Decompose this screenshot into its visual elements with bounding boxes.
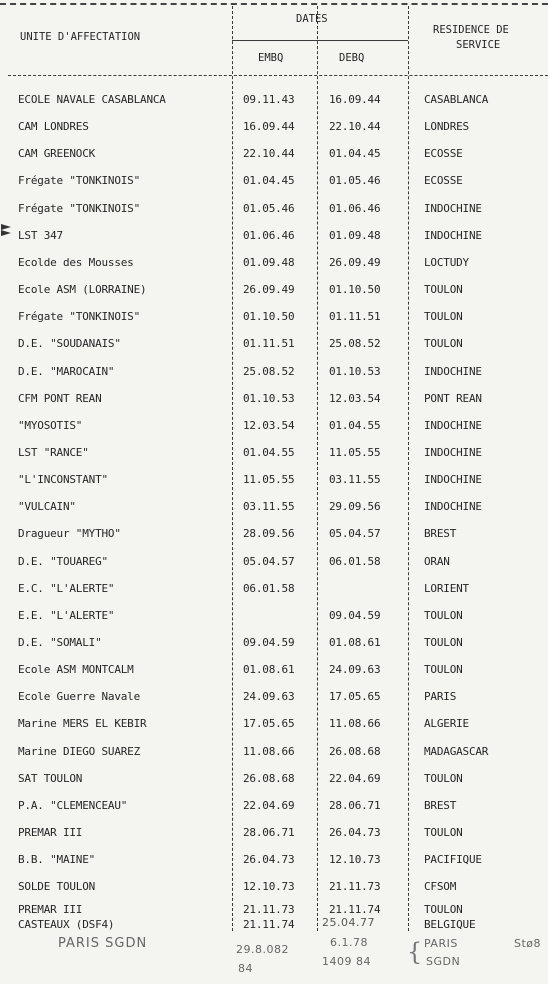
row-embq: 09.11.43 xyxy=(243,93,295,106)
row-residence: CASABLANCA xyxy=(424,93,489,106)
header-bottom-line xyxy=(8,75,548,76)
row-embq: 28.06.71 xyxy=(243,826,295,839)
header-unit: UNITE D'AFFECTATION xyxy=(20,31,141,43)
row-embq: 03.11.55 xyxy=(243,500,295,513)
last-embq-line2: 21.11.74 xyxy=(243,918,295,931)
row-unit: Ecole Guerre Navale xyxy=(18,690,141,703)
row-unit: E.E. "L'ALERTE" xyxy=(18,609,115,622)
row-debq: 06.01.58 xyxy=(329,555,381,568)
row-unit: Ecole ASM MONTCALM xyxy=(18,663,134,676)
last-embq-line1: 21.11.73 xyxy=(243,903,295,916)
last-res-line1: TOULON xyxy=(424,903,463,916)
row-debq: 17.05.65 xyxy=(329,690,381,703)
row-debq: 22.04.69 xyxy=(329,772,381,785)
row-debq: 26.09.49 xyxy=(329,256,381,269)
row-debq: 09.04.59 xyxy=(329,609,381,622)
row-unit: D.E. "SOMALI" xyxy=(18,636,102,649)
row-debq: 26.04.73 xyxy=(329,826,381,839)
row-debq: 01.04.45 xyxy=(329,147,381,160)
row-embq: 09.04.59 xyxy=(243,636,295,649)
row-debq: 26.08.68 xyxy=(329,745,381,758)
row-embq: 26.08.68 xyxy=(243,772,295,785)
row-debq: 11.08.66 xyxy=(329,717,381,730)
row-residence: ECOSSE xyxy=(424,174,463,187)
row-embq: 01.10.50 xyxy=(243,310,295,323)
row-unit: E.C. "L'ALERTE" xyxy=(18,582,115,595)
last-debq-line1: 21.11.74 xyxy=(329,903,381,916)
row-debq: 28.06.71 xyxy=(329,799,381,812)
row-embq: 22.10.44 xyxy=(243,147,295,160)
row-residence: CFSOM xyxy=(424,880,457,893)
row-residence: LORIENT xyxy=(424,582,469,595)
row-embq: 11.08.66 xyxy=(243,745,295,758)
row-embq: 05.04.57 xyxy=(243,555,295,568)
row-embq: 26.09.49 xyxy=(243,283,295,296)
row-embq: 26.04.73 xyxy=(243,853,295,866)
row-unit: Ecole ASM (LORRAINE) xyxy=(18,283,147,296)
row-embq: 01.04.55 xyxy=(243,446,295,459)
row-residence: TOULON xyxy=(424,663,463,676)
row-embq: 25.08.52 xyxy=(243,365,295,378)
row-residence: PACIFIQUE xyxy=(424,853,482,866)
row-unit: CAM GREENOCK xyxy=(18,147,96,160)
last-debq-line2: 25.04.77 xyxy=(322,916,375,929)
row-embq: 06.01.58 xyxy=(243,582,295,595)
row-residence: TOULON xyxy=(424,310,463,323)
row-debq: 16.09.44 xyxy=(329,93,381,106)
row-unit: Marine MERS EL KEBIR xyxy=(18,717,147,730)
handwritten-res-a: PARIS xyxy=(424,937,458,950)
row-embq: 01.10.53 xyxy=(243,392,295,405)
row-embq: 16.09.44 xyxy=(243,120,295,133)
column-separator-debq xyxy=(317,6,318,931)
row-debq: 12.10.73 xyxy=(329,853,381,866)
row-unit: P.A. "CLEMENCEAU" xyxy=(18,799,128,812)
row-residence: INDOCHINE xyxy=(424,500,482,513)
row-unit: SAT TOULON xyxy=(18,772,83,785)
row-embq: 22.04.69 xyxy=(243,799,295,812)
header-debq: DEBQ xyxy=(339,52,365,64)
row-unit: B.B. "MAINE" xyxy=(18,853,96,866)
row-residence: ORAN xyxy=(424,555,450,568)
row-embq: 12.10.73 xyxy=(243,880,295,893)
row-debq: 29.09.56 xyxy=(329,500,381,513)
row-unit: CAM LONDRES xyxy=(18,120,89,133)
row-embq: 01.05.46 xyxy=(243,202,295,215)
row-embq: 01.06.46 xyxy=(243,229,295,242)
row-unit: D.E. "TOUAREG" xyxy=(18,555,108,568)
row-embq: 01.08.61 xyxy=(243,663,295,676)
row-debq: 01.11.51 xyxy=(329,310,381,323)
row-unit: LST "RANCE" xyxy=(18,446,89,459)
row-unit: Marine DIEGO SUAREZ xyxy=(18,745,141,758)
row-embq: 11.05.55 xyxy=(243,473,295,486)
row-residence: ECOSSE xyxy=(424,147,463,160)
last-unit-line2: CASTEAUX (DSF4) xyxy=(18,918,115,931)
row-unit: "MYOSOTIS" xyxy=(18,419,83,432)
row-unit: CFM PONT REAN xyxy=(18,392,102,405)
row-residence: PONT REAN xyxy=(424,392,482,405)
row-residence: TOULON xyxy=(424,636,463,649)
row-residence: PARIS xyxy=(424,690,457,703)
row-residence: INDOCHINE xyxy=(424,365,482,378)
row-residence: INDOCHINE xyxy=(424,446,482,459)
margin-mark xyxy=(1,230,11,236)
row-debq: 01.05.46 xyxy=(329,174,381,187)
row-embq: 28.09.56 xyxy=(243,527,295,540)
row-embq: 17.05.65 xyxy=(243,717,295,730)
row-unit: PREMAR III xyxy=(18,826,83,839)
column-separator-residence xyxy=(408,6,409,931)
row-residence: INDOCHINE xyxy=(424,419,482,432)
row-unit: ECOLE NAVALE CASABLANCA xyxy=(18,93,166,106)
row-residence: INDOCHINE xyxy=(424,229,482,242)
row-residence: TOULON xyxy=(424,283,463,296)
row-debq: 22.10.44 xyxy=(329,120,381,133)
handwritten-embq-b: 84 xyxy=(238,962,253,975)
row-residence: TOULON xyxy=(424,609,463,622)
row-unit: Frégate "TONKINOIS" xyxy=(18,174,141,187)
row-debq: 01.09.48 xyxy=(329,229,381,242)
last-res-line2: BELGIQUE xyxy=(424,918,476,931)
row-embq: 01.11.51 xyxy=(243,337,295,350)
row-debq: 01.06.46 xyxy=(329,202,381,215)
row-debq: 01.10.53 xyxy=(329,365,381,378)
row-residence: BREST xyxy=(424,799,457,812)
top-border-line xyxy=(0,3,548,5)
row-embq: 01.04.45 xyxy=(243,174,295,187)
row-debq: 24.09.63 xyxy=(329,663,381,676)
row-unit: D.E. "MAROCAIN" xyxy=(18,365,115,378)
margin-mark xyxy=(1,224,11,230)
row-residence: TOULON xyxy=(424,826,463,839)
header-residence-line2: SERVICE xyxy=(456,39,501,51)
row-residence: TOULON xyxy=(424,772,463,785)
row-residence: BREST xyxy=(424,527,457,540)
row-residence: INDOCHINE xyxy=(424,473,482,486)
row-debq: 25.08.52 xyxy=(329,337,381,350)
row-residence: LOCTUDY xyxy=(424,256,469,269)
last-unit-line1: PREMAR III xyxy=(18,903,83,916)
column-separator-embq xyxy=(232,6,233,931)
handwritten-debq-a: 6.1.78 xyxy=(330,936,368,949)
row-debq: 01.10.50 xyxy=(329,283,381,296)
header-dates-underline xyxy=(232,40,408,41)
handwritten-res-b: SGDN xyxy=(426,955,461,968)
row-unit: Dragueur "MYTHO" xyxy=(18,527,121,540)
header-embq: EMBQ xyxy=(258,52,284,64)
row-debq: 01.04.55 xyxy=(329,419,381,432)
row-debq: 01.08.61 xyxy=(329,636,381,649)
row-residence: ALGERIE xyxy=(424,717,469,730)
row-debq: 11.05.55 xyxy=(329,446,381,459)
row-residence: LONDRES xyxy=(424,120,469,133)
handwritten-brace: { xyxy=(407,938,423,966)
row-unit: D.E. "SOUDANAIS" xyxy=(18,337,121,350)
row-debq: 03.11.55 xyxy=(329,473,381,486)
row-residence: MADAGASCAR xyxy=(424,745,489,758)
row-embq: 01.09.48 xyxy=(243,256,295,269)
row-unit: Frégate "TONKINOIS" xyxy=(18,202,141,215)
row-unit: "VULCAIN" xyxy=(18,500,76,513)
row-unit: LST 347 xyxy=(18,229,63,242)
row-embq: 12.03.54 xyxy=(243,419,295,432)
row-unit: "L'INCONSTANT" xyxy=(18,473,108,486)
bleed-through-text xyxy=(150,12,280,42)
row-unit: SOLDE TOULON xyxy=(18,880,96,893)
row-debq: 05.04.57 xyxy=(329,527,381,540)
handwritten-debq-b: 1409 84 xyxy=(322,955,371,968)
handwritten-embq-a: 29.8.082 xyxy=(236,943,289,956)
handwritten-paris-sgdn: PARIS SGDN xyxy=(58,936,148,951)
row-unit: Ecolde des Mousses xyxy=(18,256,134,269)
header-residence-line1: RESIDENCE DE xyxy=(433,24,509,36)
header-dates: DATES xyxy=(296,13,328,25)
row-residence: TOULON xyxy=(424,337,463,350)
row-debq: 21.11.73 xyxy=(329,880,381,893)
row-unit: Frégate "TONKINOIS" xyxy=(18,310,141,323)
row-debq: 12.03.54 xyxy=(329,392,381,405)
handwritten-edge-note: Stø8 xyxy=(514,937,542,950)
row-embq: 24.09.63 xyxy=(243,690,295,703)
row-residence: INDOCHINE xyxy=(424,202,482,215)
